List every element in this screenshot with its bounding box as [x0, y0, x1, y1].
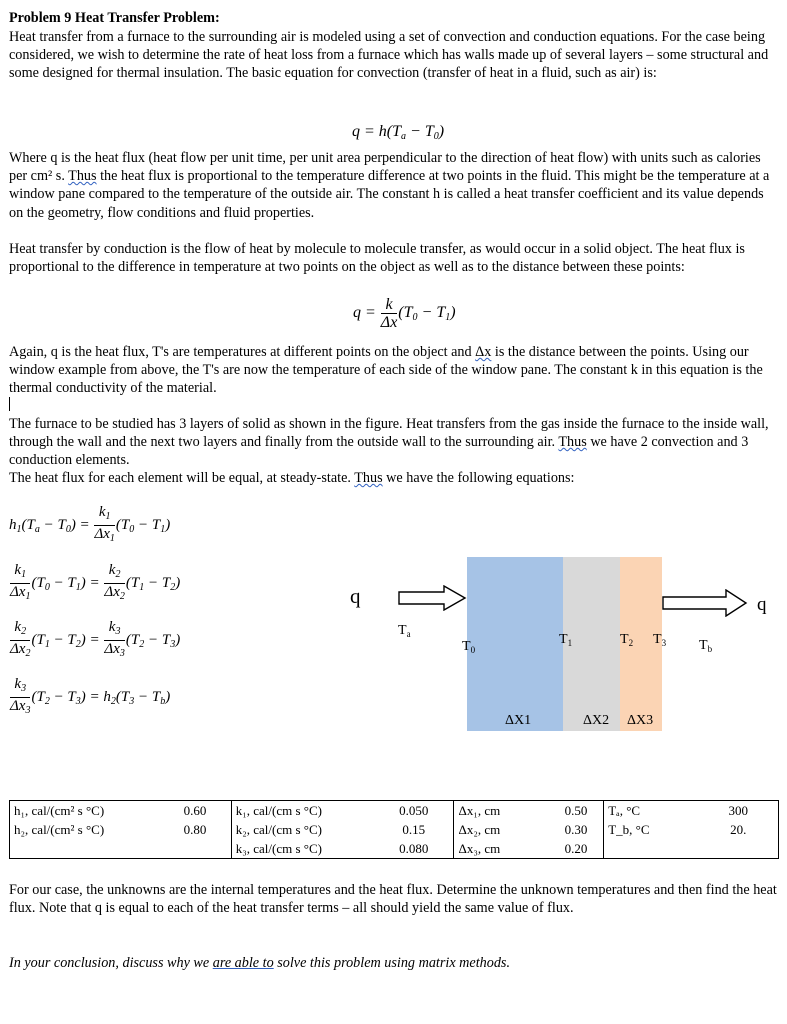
label-dx2: ΔX2 [583, 713, 610, 728]
table-cell: 0.60 [159, 801, 231, 821]
conduction-equation: q = $\frac{k}{\Delta x}$ $(T_0 - T_1)$ [353, 296, 456, 331]
table-row [10, 801, 779, 821]
table-cell: h₂, cal/(cm² s °C) [10, 820, 160, 839]
table-cell: 0.080 [374, 839, 454, 859]
wall-layer-1 [467, 557, 563, 731]
problem-title: Problem 9 Heat Transfer Problem: [9, 10, 220, 26]
text-cursor [9, 397, 10, 411]
label-Tb: $T_b$ [699, 638, 713, 654]
table-cell: 0.15 [374, 820, 454, 839]
heat-flow-arrow-left [398, 585, 468, 611]
intro-paragraph: Heat transfer from a furnace to the surrounding air is modeled using a set of convection and conduction equations. For the case being considered, we wish to determine the rate of heat loss from a furnace which has walls made up of several layers – some structural and some designed for thermal insulation. The basic equation for convection (transfer of heat in a fluid, such as air) is: [9, 29, 769, 82]
steady-state-paragraph: The heat flux for each element will be equal, at steady-state. Thus we have the following equations: [9, 470, 575, 486]
table-cell [159, 839, 231, 859]
table-row [10, 839, 779, 859]
table-cell: 300 [699, 801, 779, 821]
equation-3: $\frac{k_2}{\Delta x_2}$ $(T_1 - T_2)$ = $\frac{k_3}{\Delta x_3}$ $(T_2 - T_3)$ [10, 619, 181, 659]
label-dx3: ΔX3 [627, 713, 654, 728]
label-T1: $T_1$ [559, 632, 573, 648]
label-Ta: $T_a$ [398, 623, 411, 639]
table-cell: k₂, cal/(cm s °C) [235, 822, 322, 837]
table-cell: h₁, cal/(cm² s °C) [10, 801, 160, 821]
table-cell: k₃, cal/(cm s °C) [231, 839, 374, 859]
heat-flux-label-right: q [757, 594, 767, 615]
table-cell: 20. [699, 820, 779, 839]
table-cell [10, 839, 160, 859]
conduction-paragraph: Heat transfer by conduction is the flow of heat by molecule to molecule transfer, as would occur in a solid object. The heat flux is proportional to the difference in temperature at two points on the object as well as to the distance between these points: [9, 241, 745, 276]
table-cell: Δx₃, cm [454, 839, 549, 859]
conduction-explanation: Again, q is the heat flux, T's are temperatures at different points on the object and Δx is the distance between the points. Using our window example from above, the T's are now the temperature of each side of the window pane. The constant k in this equation is the thermal conductivity of the material. [9, 344, 763, 397]
equation-1: $h_1(T_a - T_0)$ = $\frac{k_1}{\Delta x_1}$ $(T_0 - T_1)$ [9, 504, 171, 544]
equation-2: $\frac{k_1}{\Delta x_1}$ $(T_0 - T_1)$ = $\frac{k_2}{\Delta x_2}$ $(T_1 - T_2)$ [10, 562, 181, 602]
table-cell: Δx₁, cm [454, 801, 549, 821]
table-cell: 0.80 [159, 820, 231, 839]
table-cell: Tₐ, °C [604, 801, 699, 821]
parameter-table [9, 800, 779, 859]
table-row [10, 820, 779, 839]
convection-equation: $q = h(T_a - T_0)$ [352, 123, 445, 142]
furnace-paragraph: The furnace to be studied has 3 layers of solid as shown in the figure. Heat transfers from the gas inside the furnace to the inside wall, through the wall and the next two layers and finally from the outside wall to the surrounding air. Thus we have 2 convection and 3 conduction elements. [9, 416, 769, 469]
table-cell: 0.30 [549, 820, 604, 839]
table-cell [699, 839, 779, 859]
table-cell [604, 839, 699, 859]
table-cell: 0.50 [549, 801, 604, 821]
table-cell: k₁, cal/(cm s °C) [231, 801, 374, 821]
table-cell: 0.20 [549, 839, 604, 859]
heat-flux-label-left: q [350, 584, 361, 608]
table-cell: Δx₂, cm [458, 822, 501, 837]
label-T0: $T_0$ [462, 639, 476, 655]
heat-flow-arrow-right [662, 589, 748, 617]
equation-4: $\frac{k_3}{\Delta x_3}$ $(T_2 - T_3) = h_2(T_3 - T_b)$ [10, 676, 171, 716]
table-cell: 0.050 [374, 801, 454, 821]
label-T3: $T_3$ [653, 632, 667, 648]
convection-explanation: Where q is the heat flux (heat flow per unit time, per unit area perpendicular to the direction of heat flow) with units such as calories per cm² s. Thus the heat flux is proportional to the temperature difference at two points in the fluid. This might be the temperature at a window pane compared to the temperature of the outside air. The constant h is called a heat transfer coefficient and its value depends on the geometry, flow conditions and fluid properties. [9, 150, 770, 221]
label-dx1: ΔX1 [505, 713, 532, 728]
closing-paragraph: For our case, the unknowns are the internal temperatures and the heat flux. Determine the unknown temperatures and then find the heat flux. Note that q is equal to each of the heat transfer terms – all should yield the same value of flux. [9, 882, 777, 917]
table-cell: T_b, °C [608, 822, 650, 837]
conclusion-prompt: In your conclusion, discuss why we are able to solve this problem using matrix methods. [9, 955, 510, 971]
label-T2: $T_2$ [620, 632, 634, 648]
